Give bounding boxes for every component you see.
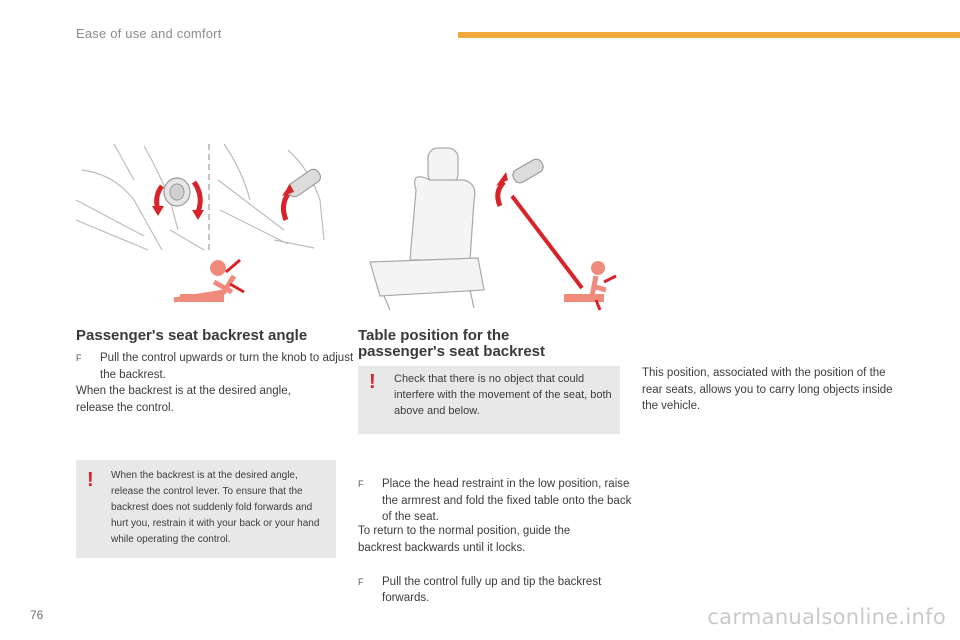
warning-text: When the backrest is at the desired angle, release the control lever. To ensure that the backrest does not suddenly fold forwards and hurt you, restrain it with your back or your hand while operating the control. xyxy=(111,470,320,545)
bullet-marker-icon: F xyxy=(76,353,82,363)
header-accent-bar xyxy=(458,32,960,38)
rotate-arrow-right xyxy=(194,182,200,212)
person-leaning-icon xyxy=(564,261,616,310)
seat-lever xyxy=(511,157,546,185)
tip-forward-arrow xyxy=(512,196,582,288)
rotate-arrowhead-left xyxy=(152,206,164,216)
instruction-paragraph: To return to the normal position, guide the backrest backwards until it locks. xyxy=(358,525,571,554)
section-heading-table-position xyxy=(358,328,618,360)
section-title: Ease of use and comfort xyxy=(76,26,222,41)
instruction-text: Place the head restraint in the low position, raise the armrest and fold the fixed table onto the back of the seat. xyxy=(382,478,632,523)
warning-box xyxy=(76,460,336,558)
page-number: 76 xyxy=(30,608,44,622)
watermark: carmanualsonline.info xyxy=(707,605,946,629)
instruction-bullet xyxy=(358,476,644,526)
bullet-marker-icon: F xyxy=(358,576,364,587)
backrest-lever xyxy=(285,167,323,199)
bullet-marker-icon: F xyxy=(358,479,364,489)
warning-text: Check that there is no object that could interfere with the movement of the seat, both above and below. xyxy=(394,373,612,417)
lift-arrow xyxy=(283,194,288,220)
instruction-bullet xyxy=(76,350,364,383)
instruction-bullet xyxy=(358,574,644,607)
warning-icon: ! xyxy=(369,371,376,393)
backrest-adjustment-illustration xyxy=(74,140,336,308)
rotary-knob xyxy=(164,178,190,206)
pull-up-arrow xyxy=(498,182,504,206)
section-heading-backrest-angle: Passenger's seat backrest angle xyxy=(76,327,308,344)
instruction-paragraph: When the backrest is at the desired angle, release the control. xyxy=(76,385,291,414)
info-paragraph: This position, associated with the position of the rear seats, allows you to carry long objects inside the vehicle. xyxy=(642,367,893,412)
reclined-person-icon xyxy=(174,260,244,302)
instruction-text: Pull the control fully up and tip the backrest forwards. xyxy=(382,575,602,604)
warning-box xyxy=(358,366,620,434)
heading-line-1: Table position for the xyxy=(358,327,510,344)
heading-line-2: passenger's seat backrest xyxy=(358,343,546,360)
instruction-text: Pull the control upwards or turn the knob to adjust the backrest. xyxy=(100,352,354,381)
passenger-seat-drawing xyxy=(370,148,484,310)
warning-icon: ! xyxy=(87,469,94,491)
table-position-illustration xyxy=(360,140,622,315)
rotate-arrowhead-right xyxy=(192,210,204,220)
